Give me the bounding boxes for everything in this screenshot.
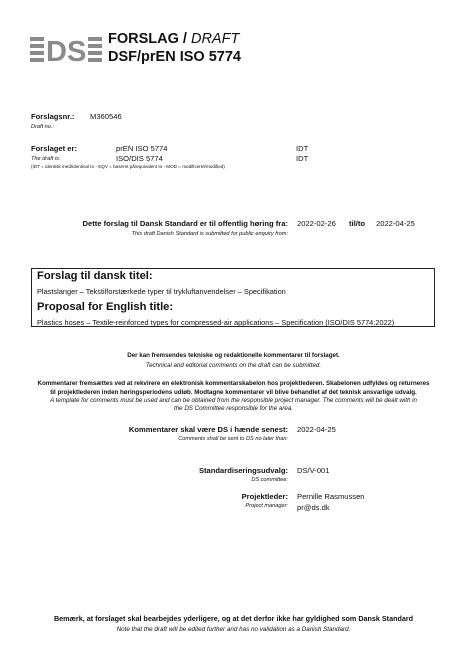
equivalence-note: (IDT = identisk med/identical to - EQV = baseret på/equivalent to - MOD = modificeret/modified) — [31, 164, 225, 169]
manager-name: Pernille Rasmussen — [297, 492, 365, 501]
manager-label: Projektleder: — [241, 492, 288, 501]
english-title: Plastics hoses – Textile-reinforced types for compressed-air applications – Specification (ISO/DIS 5774:2022) — [37, 318, 395, 327]
deadline-label: Kommentarer skal være DS i hænde senest: — [128, 425, 288, 434]
comments-instructions-en-1: A template for comments must be used and can be obtained from the responsible project manager. The comments will be dealt with in — [50, 397, 417, 404]
draft-is-code-1: IDT — [296, 144, 309, 153]
comments-instructions-en-2: the DS Committee responsible for the area. — [174, 405, 293, 412]
status-forslag: FORSLAG / — [108, 31, 187, 47]
enquiry-to-date: 2022-04-25 — [376, 219, 415, 228]
ds-logo — [30, 34, 102, 64]
comments-instructions-1: Kommentarer fremsættes ved at rekvirere en elektronisk kommentarskabelon hos projektlederen. Skabelonen udfyldes og returneres — [37, 380, 430, 387]
draft-is-doc-1: prEN ISO 5774 — [116, 144, 168, 153]
draft-is-sub: The draft is: — [31, 156, 61, 162]
draft-is-label: Forslaget er: — [31, 144, 77, 153]
deadline-sub: Comments shall be sent to DS no later than: — [178, 436, 288, 442]
committee-sub: DS committee: — [251, 477, 288, 483]
comments-intro: Der kan fremsendes tekniske og redaktionelle kommentarer til forslaget. — [127, 352, 340, 359]
standard-designation: DSF/prEN ISO 5774 — [108, 49, 241, 65]
committee-value: DS/V-001 — [297, 466, 330, 475]
logo-stripes-right — [88, 37, 102, 62]
english-title-heading: Proposal for English title: — [37, 301, 174, 313]
enquiry-sub: This draft Danish Standard is submitted for public enquiry from: — [131, 231, 288, 237]
committee-label: Standardiseringsudvalg: — [198, 466, 288, 475]
ds-logo-graphic — [30, 34, 102, 64]
danish-title: Plastslanger – Tekstilforstærkede typer til trykluftanvendelser – Specifikation — [37, 287, 286, 296]
logo-stripes-left — [30, 37, 44, 62]
proposal-number-label: Forslagsnr.: — [31, 112, 75, 121]
draft-is-doc-2: ISO/DIS 5774 — [116, 154, 163, 163]
comments-instructions-2: til projektlederen inden høringsperiodens udløb. Modtagne kommentarer vil blive behandlet af det teknisk ansvarlige udvalg. — [50, 389, 417, 396]
proposal-number-sub: Draft no.: — [31, 124, 55, 130]
deadline-date: 2022-04-25 — [297, 425, 336, 434]
status-draft: DRAFT — [190, 31, 240, 47]
comments-intro-en: Technical and editorial comments on the draft can be submitted. — [145, 362, 322, 369]
enquiry-label: Dette forslag til Dansk Standard er til offentlig høring fra: — [82, 219, 288, 228]
footer-note: Bemærk, at forslaget skal bearbejdes yderligere, og at det derfor ikke har gyldighed som Dansk Standard — [53, 614, 414, 623]
footer-note-en: Note that the draft will be edited further and has no validation as a Danish Standard. — [116, 626, 351, 633]
document-status — [108, 31, 239, 47]
draft-is-code-2: IDT — [296, 154, 309, 163]
enquiry-to-label: til/to — [349, 219, 366, 228]
manager-sub: Project manager: — [245, 503, 288, 509]
manager-email[interactable]: pr@ds.dk — [297, 503, 330, 512]
logo-text: DS — [46, 36, 87, 64]
enquiry-from-date: 2022-02-26 — [297, 219, 336, 228]
danish-title-heading: Forslag til dansk titel: — [37, 270, 153, 282]
proposal-number-value: M360546 — [90, 112, 122, 121]
